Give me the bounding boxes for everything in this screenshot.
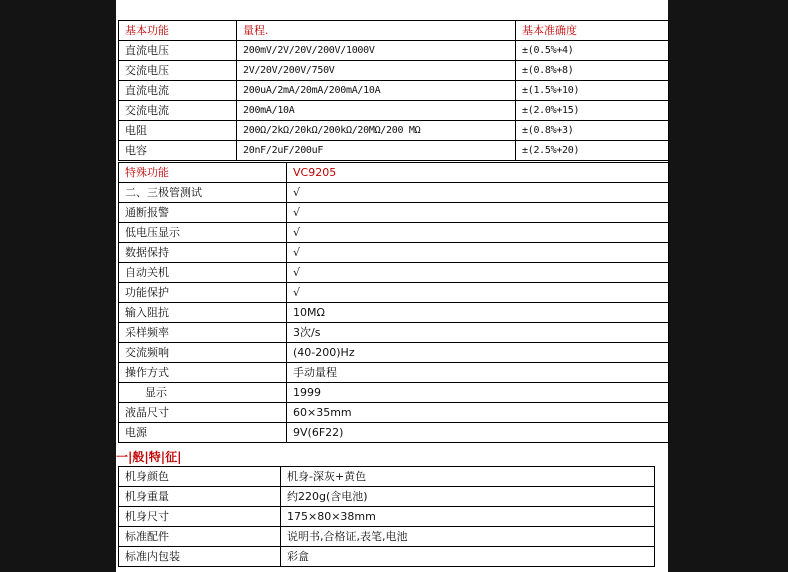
- feature-cell: 标准配件: [119, 527, 281, 547]
- spec-sheet: [116, 0, 668, 572]
- feature-cell: 输入阻抗: [119, 303, 287, 323]
- accuracy-cell: ±(0.8%+3): [516, 121, 669, 141]
- value-cell: 说明书,合格证,表笔,电池: [281, 527, 655, 547]
- general-features-table: [118, 466, 655, 567]
- feature-cell: 二、三极管测试: [119, 183, 287, 203]
- feature-cell: 机身重量: [119, 487, 281, 507]
- accuracy-cell: ±(1.5%+10): [516, 81, 669, 101]
- table-row: [119, 101, 669, 121]
- function-cell: 电阻: [119, 121, 237, 141]
- feature-cell: 显示: [119, 383, 287, 403]
- range-cell: 20nF/2uF/200uF: [237, 141, 516, 161]
- accuracy-cell: ±(0.8%+8): [516, 61, 669, 81]
- function-cell: 交流电流: [119, 101, 237, 121]
- special-functions-table: [118, 162, 669, 443]
- table-row: [119, 81, 669, 101]
- table-row: [119, 283, 669, 303]
- table-header-row: [119, 21, 669, 41]
- value-cell: 10MΩ: [287, 303, 669, 323]
- value-cell: 机身-深灰+黄色: [281, 467, 655, 487]
- function-cell: 交流电压: [119, 61, 237, 81]
- range-cell: 200mV/2V/20V/200V/1000V: [237, 41, 516, 61]
- table-row: [119, 303, 669, 323]
- table-row: [119, 343, 669, 363]
- feature-cell: 交流频响: [119, 343, 287, 363]
- range-cell: 200Ω/2kΩ/20kΩ/200kΩ/20MΩ/200 MΩ: [237, 121, 516, 141]
- table-row: [119, 263, 669, 283]
- accuracy-cell: ±(2.0%+15): [516, 101, 669, 121]
- feature-cell: 数据保持: [119, 243, 287, 263]
- table-row: [119, 183, 669, 203]
- value-cell: √: [287, 203, 669, 223]
- table-row: [119, 61, 669, 81]
- value-cell: 9V(6F22): [287, 423, 669, 443]
- accuracy-cell: ±(0.5%+4): [516, 41, 669, 61]
- feature-cell: 液晶尺寸: [119, 403, 287, 423]
- table-row: [119, 121, 669, 141]
- value-cell: √: [287, 183, 669, 203]
- table-row: [119, 527, 655, 547]
- feature-cell: 机身颜色: [119, 467, 281, 487]
- value-cell: √: [287, 243, 669, 263]
- table-header-row: [119, 163, 669, 183]
- table-row: [119, 141, 669, 161]
- header-special-function: 特殊功能: [119, 163, 287, 183]
- feature-cell: 采样频率: [119, 323, 287, 343]
- table-row: [119, 223, 669, 243]
- table-row: [119, 487, 655, 507]
- function-cell: 直流电流: [119, 81, 237, 101]
- value-cell: 约220g(含电池): [281, 487, 655, 507]
- accuracy-cell: ±(2.5%+20): [516, 141, 669, 161]
- table-row: [119, 243, 669, 263]
- feature-cell: 标准内包装: [119, 547, 281, 567]
- header-function: 基本功能: [119, 21, 237, 41]
- table-row: [119, 323, 669, 343]
- table-row: [119, 383, 669, 403]
- value-cell: (40-200)Hz: [287, 343, 669, 363]
- value-cell: √: [287, 283, 669, 303]
- header-model: VC9205: [287, 163, 669, 183]
- feature-cell: 通断报警: [119, 203, 287, 223]
- feature-cell: 低电压显示: [119, 223, 287, 243]
- value-cell: √: [287, 223, 669, 243]
- function-cell: 直流电压: [119, 41, 237, 61]
- feature-cell: 功能保护: [119, 283, 287, 303]
- value-cell: 175×80×38mm: [281, 507, 655, 527]
- table-row: [119, 403, 669, 423]
- value-cell: 手动量程: [287, 363, 669, 383]
- feature-cell: 自动关机: [119, 263, 287, 283]
- header-accuracy: 基本准确度: [516, 21, 669, 41]
- table-row: [119, 467, 655, 487]
- range-cell: 200uA/2mA/20mA/200mA/10A: [237, 81, 516, 101]
- feature-cell: 操作方式: [119, 363, 287, 383]
- table-row: [119, 41, 669, 61]
- range-cell: 200mA/10A: [237, 101, 516, 121]
- function-cell: 电容: [119, 141, 237, 161]
- value-cell: 60×35mm: [287, 403, 669, 423]
- feature-cell: 机身尺寸: [119, 507, 281, 527]
- range-cell: 2V/20V/200V/750V: [237, 61, 516, 81]
- header-range: 量程.: [237, 21, 516, 41]
- value-cell: 1999: [287, 383, 669, 403]
- general-features-title: 一|般|特|征|: [116, 450, 182, 464]
- basic-functions-table: [118, 20, 669, 161]
- table-row: [119, 423, 669, 443]
- table-row: [119, 203, 669, 223]
- table-row: [119, 363, 669, 383]
- value-cell: 彩盒: [281, 547, 655, 567]
- feature-cell: 电源: [119, 423, 287, 443]
- table-row: [119, 507, 655, 527]
- value-cell: √: [287, 263, 669, 283]
- value-cell: 3次/s: [287, 323, 669, 343]
- table-row: [119, 547, 655, 567]
